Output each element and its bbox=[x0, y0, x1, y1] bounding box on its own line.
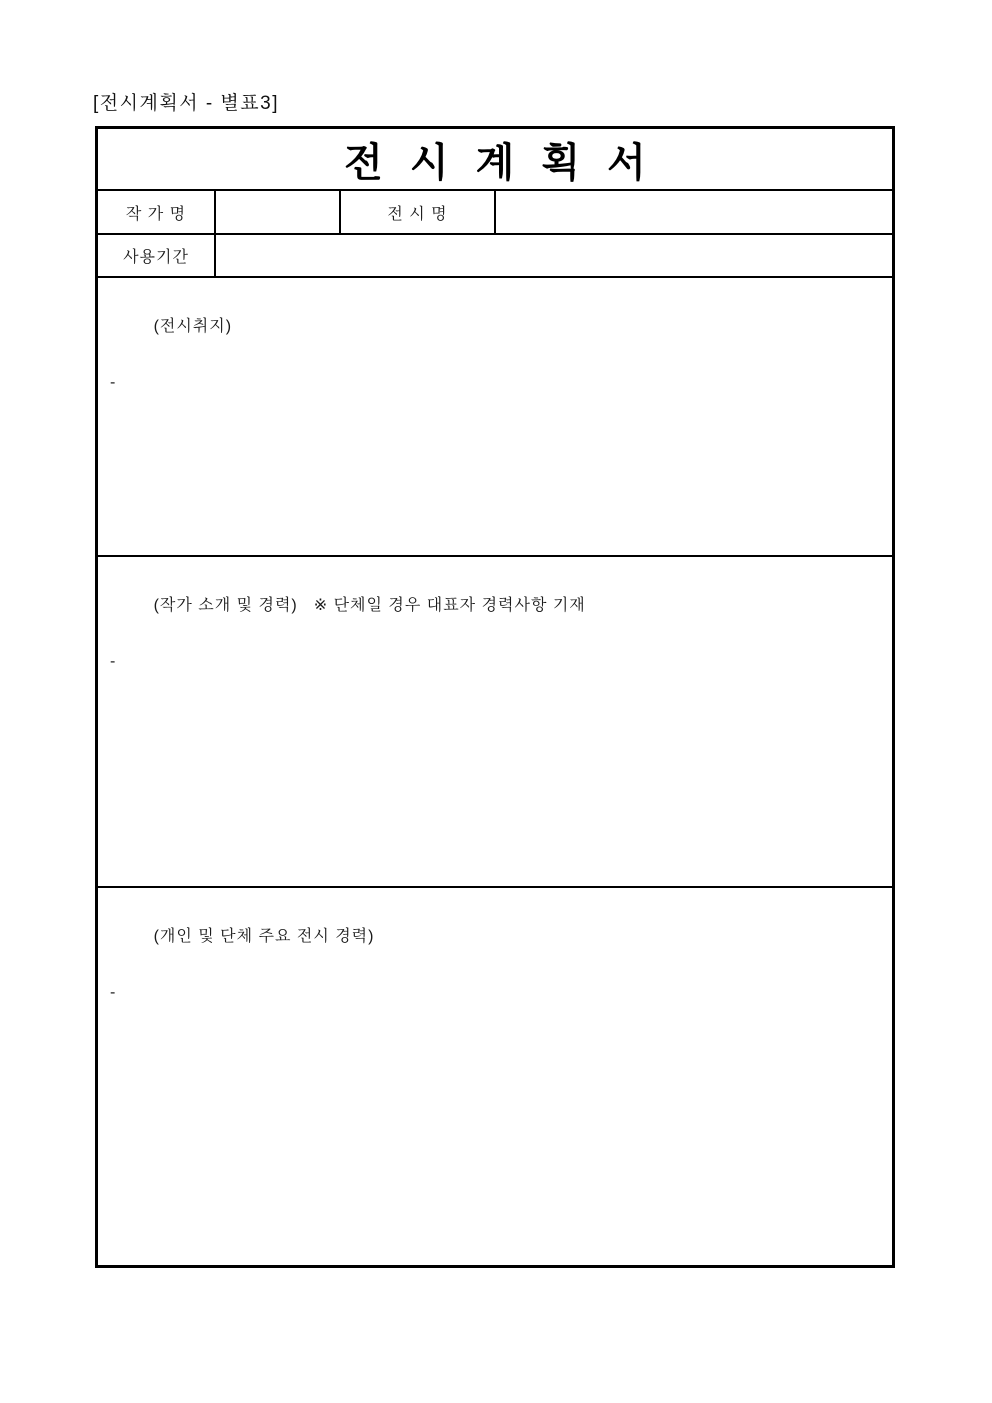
section-artist-intro-career-content[interactable]: - bbox=[110, 653, 116, 670]
section-artist-intro-career-note: ※ 단체일 경우 대표자 경력사항 기재 bbox=[313, 597, 586, 614]
section-exhibition-purpose-heading bbox=[110, 294, 880, 360]
section-artist-intro-career[interactable] bbox=[98, 557, 892, 888]
section-exhibition-purpose-content[interactable]: - bbox=[110, 374, 116, 391]
doc-header-label: [전시계획서 - 별표3] bbox=[93, 93, 279, 114]
artist-name-input-cell[interactable] bbox=[216, 191, 341, 233]
form-title-row bbox=[98, 129, 892, 191]
exhibition-plan-form-table bbox=[95, 126, 895, 1268]
section-exhibition-purpose[interactable] bbox=[98, 278, 892, 557]
usage-period-row bbox=[98, 235, 892, 278]
usage-period-input-cell[interactable] bbox=[216, 235, 892, 276]
name-fields-row bbox=[98, 191, 892, 235]
usage-period-label-cell: 사용기간 bbox=[98, 235, 216, 276]
section-exhibition-history-label: (개인 및 단체 주요 전시 경력) bbox=[153, 928, 375, 945]
exhibition-name-label-cell: 전 시 명 bbox=[341, 191, 496, 233]
exhibition-name-input-cell[interactable] bbox=[496, 191, 892, 233]
section-artist-intro-career-heading bbox=[110, 573, 880, 639]
section-exhibition-history-heading bbox=[110, 904, 880, 970]
section-exhibition-history[interactable] bbox=[98, 888, 892, 1265]
section-artist-intro-career-label: (작가 소개 및 경력) bbox=[153, 597, 298, 614]
section-exhibition-history-content[interactable]: - bbox=[110, 984, 116, 1001]
section-exhibition-purpose-label: (전시취지) bbox=[153, 318, 233, 335]
artist-name-label-cell: 작 가 명 bbox=[98, 191, 216, 233]
form-title: 전 시 계 획 서 bbox=[344, 140, 654, 185]
